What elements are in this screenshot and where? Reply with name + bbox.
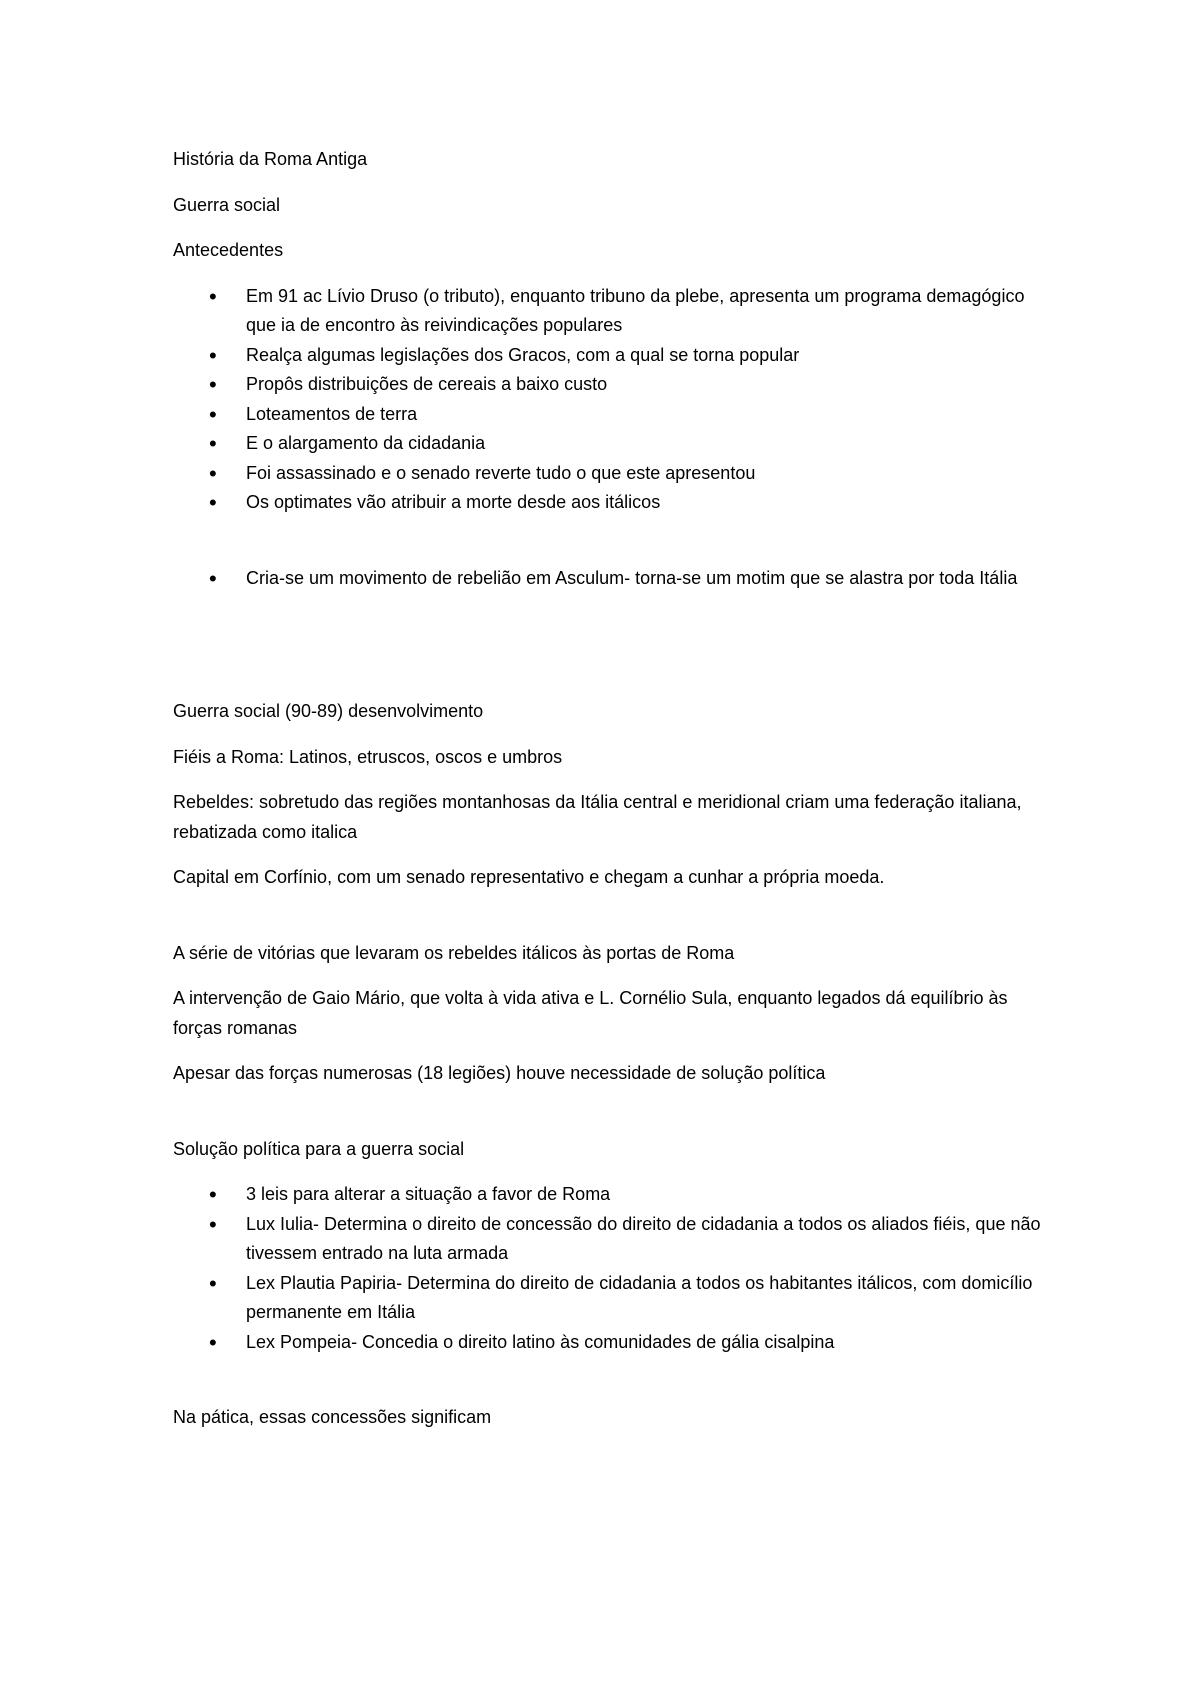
list-item: • Foi assassinado e o senado reverte tudo o que este apresentou <box>246 459 1053 489</box>
list-item: • E o alargamento da cidadania <box>246 429 1053 459</box>
list-item: • Os optimates vão atribuir a morte desde aos itálicos <box>246 488 1053 518</box>
list-item: • Propôs distribuições de cereais a baixo custo <box>246 370 1053 400</box>
antecedentes-heading: Antecedentes <box>173 240 284 260</box>
paragraph: Capital em Corfínio, com um senado representativo e chegam a cunhar a própria moeda. <box>173 867 885 887</box>
list-item: • 3 leis para alterar a situação a favor de Roma <box>246 1180 1053 1210</box>
spacer <box>173 1105 1053 1135</box>
paragraph: A intervenção de Gaio Mário, que volta à vida ativa e L. Cornélio Sula, enquanto legados dá equilíbrio às forças romanas <box>173 988 1008 1038</box>
spacer <box>173 534 1053 564</box>
list-item-lex-plautia <box>246 1269 1053 1328</box>
antecedentes-list <box>173 282 1053 518</box>
spacer <box>173 1373 1053 1403</box>
section-title: Guerra social <box>173 194 281 215</box>
paragraph: A série de vitórias que levaram os rebeldes itálicos às portas de Roma <box>173 942 735 963</box>
list-item: • Realça algumas legislações dos Gracos, com a qual se torna popular <box>246 341 1053 371</box>
list-item: • Lex Pompeia- Concedia o direito latino às comunidades de gália cisalpina <box>246 1328 1053 1358</box>
paragraph: Na pática, essas concessões significam <box>173 1407 492 1427</box>
rebeliao-list <box>173 564 1053 594</box>
solucao-heading: Solução política para a guerra social <box>173 1138 465 1159</box>
paragraph: Rebeldes: sobretudo das regiões montanhosas da Itália central e meridional criam uma federação italiana, rebatizada como italica <box>173 792 1022 842</box>
list-item: • Loteamentos de terra <box>246 400 1053 430</box>
lex-plautia-line-2: permanente em Itália <box>246 1302 416 1322</box>
list-item: • Cria-se um movimento de rebelião em Asculum- torna-se um motim que se alastra por toda Itália <box>246 564 1053 594</box>
document-title: História da Roma Antiga <box>173 149 368 169</box>
paragraph: Fiéis a Roma: Latinos, etruscos, oscos e umbros <box>173 746 563 767</box>
spacer <box>173 909 1053 939</box>
paragraph: Apesar das forças numerosas (18 legiões) houve necessidade de solução política <box>173 1063 826 1083</box>
desenvolvimento-heading: Guerra social (90-89) desenvolvimento <box>173 701 484 721</box>
spacer <box>173 609 1053 697</box>
solucao-list <box>173 1180 1053 1357</box>
document-body <box>173 145 1053 1449</box>
lex-plautia-line-1: • Lex Plautia Papiria- Determina do direito de cidadania a todos os habitantes itálicos, com domicílio <box>246 1272 1033 1293</box>
list-item: • Em 91 ac Lívio Druso (o tributo), enquanto tribuno da plebe, apresenta um programa demagógico que ia de encontro às reivindicações populares <box>246 282 1053 341</box>
list-item: • Lux Iulia- Determina o direito de concessão do direito de cidadania a todos os aliados fiéis, que não tivessem entrado na luta armada <box>246 1210 1053 1269</box>
